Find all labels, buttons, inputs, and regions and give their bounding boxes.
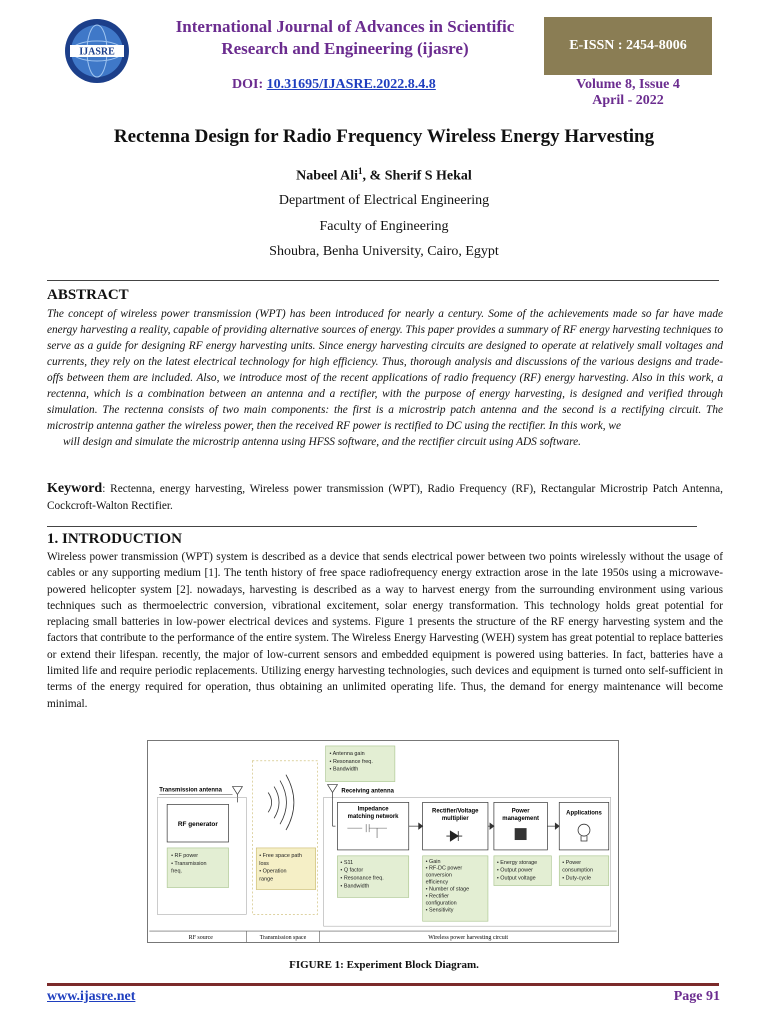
affiliation-faculty: Faculty of Engineering — [319, 219, 449, 234]
author-1: Nabeel Ali — [296, 168, 359, 184]
power-title-2: management — [502, 816, 539, 823]
rectifier-title-2: multiplier — [441, 816, 469, 823]
space-param-4: range — [259, 876, 274, 883]
power-param-1: • Energy storage — [496, 859, 538, 866]
page-number: Page 91 — [673, 989, 720, 1004]
space-param-3: • Operation — [259, 868, 287, 875]
app-param-2: consumption — [562, 867, 594, 874]
author-2: Sherif S Hekal — [384, 168, 472, 184]
volume-issue — [544, 77, 712, 109]
matching-param-4: • Bandwidth — [340, 883, 370, 890]
keyword-label: Keyword — [47, 481, 103, 496]
keyword-text: : Rectenna, energy harvesting, Wireless power transmission (WPT), Radio Frequency (RF), Rectangular Microstrip Patch Antenna, Cockcroft-Walton Rectifier. — [47, 483, 723, 512]
app-param-3: • Duty-cycle — [562, 875, 592, 882]
journal-title — [140, 16, 550, 60]
antenna-param-2: • Resonance freq. — [329, 758, 373, 765]
abstract-heading: ABSTRACT — [47, 287, 129, 303]
block-diagram-figure — [147, 740, 619, 943]
rx-antenna-label: Receiving antenna — [341, 788, 394, 795]
doi-label: DOI: — [232, 77, 264, 92]
rf-generator-label: RF generator — [177, 821, 218, 829]
matching-param-3: • Resonance freq. — [340, 875, 384, 882]
rectifier-param-2: • RF-DC power — [425, 865, 463, 872]
tx-antenna-label: Transmission antenna — [159, 787, 222, 794]
abstract-text-last: will design and simulate the microstrip antenna using HFSS software, and the rectifier circuit using ADS software. — [63, 436, 581, 448]
rectifier-param-8: • Sensitivity — [425, 907, 454, 914]
rx-antenna-icon — [328, 785, 338, 801]
rf-source-param-3: freq. — [171, 868, 182, 875]
author-1-affiliation-mark: 1 — [358, 166, 363, 176]
paper-title: Rectenna Design for Radio Frequency Wireless Energy Harvesting — [113, 126, 655, 147]
affiliation-university: Shoubra, Benha University, Cairo, Egypt — [269, 244, 499, 259]
rf-source-param-2: • Transmission — [171, 860, 207, 867]
footer-website-link[interactable]: www.ijasre.net — [47, 989, 136, 1004]
abstract-body — [47, 306, 723, 450]
antenna-param-3: • Bandwidth — [329, 766, 359, 773]
abstract-text: The concept of wireless power transmission (WPT) has been introduced for nearly a century. Some of the achievements made so far have made energy harvesting a reality, capable of providing alternative sources of energy. This paper provides a summary of RF energy harvesting techniques to serve as a guide for designing RF energy harvesting units. Since energy harvesting circuits are designed to operate at relatively small voltages and currents, they rely on the latest electrical technology for high efficiency. Thus, thorough analysis and discussions of the various designs and trade-offs between them are included. Also, we introduce most of the recent applications of radio frequency (RF) energy harvesting. Also in this work, a rectenna, which is a combination between an antenna and a rectifier, with the purpose of energy harvesting, is designed and verified through simulation. The rectenna consists of two main components: the first is a microstrip patch antenna and the second is a rectifying circuit. The microstrip antenna gather the wireless power, then the received RF power is rectified to DC using the rectifier. In this work, we — [47, 308, 723, 432]
keyword-block — [47, 480, 723, 515]
power-title-1: Power — [511, 808, 530, 815]
power-param-3: • Output voltage — [496, 875, 536, 882]
space-param-1: • Free space path — [259, 852, 302, 859]
footer-divider — [47, 983, 719, 986]
legend-rf-source: RF source — [188, 935, 213, 942]
legend-transmission-space: Transmission space — [259, 935, 307, 942]
app-param-1: • Power — [562, 859, 582, 866]
matching-param-1: • S11 — [340, 859, 354, 866]
space-param-2: loss — [259, 860, 269, 867]
introduction-body: Wireless power transmission (WPT) system is described as a device that sends electrical power between two points wirelessly without the usage of cables or any supporting medium [1]. The tenth history of free space radiofrequency energy extraction arose in the late 1950s using a microwave-powered helicopter system [2]. nowadays, harvesting is described as a way to harvest energy from the surrounding environment using various techniques such as thermoelectric conversion, vibrational excitement, solar energy transformation. This technology holds great potential for replacing small batteries in low-power electrical devices and systems. Figure 1 presents the structure of the RF energy harvesting system and the factors that contribute to the performance of the entire system. The Wireless Energy Harvesting (WEH) system has great potential to replace batteries or extend their lifespan. recently, the major of low-current sensors and embedded equipment is powered using batteries. In fact, batteries have a limited life and require periodic replacements. Utilizing energy harvesting technologies, such devices and equipment is turned onto self-sufficient in terms of the energy required for operation, thus obtaining an unlimited operating life. Thus, the demand for energy maintenance will become minimal. — [47, 551, 723, 710]
divider-top — [47, 280, 719, 281]
legend-harvesting-circuit: Wireless power harvesting circuit — [428, 935, 509, 942]
authors — [0, 166, 768, 185]
journal-title-line2: Research and Engineering (ijasre) — [221, 39, 469, 58]
rectifier-param-7: configuration — [425, 900, 457, 907]
power-params-list — [497, 860, 537, 882]
rectifier-title-1: Rectifier/Voltage — [432, 808, 479, 815]
issn-badge — [544, 17, 712, 75]
rf-source-param-1: • RF power — [171, 852, 199, 859]
transmission-space-panel — [252, 761, 317, 914]
journal-title-line1: International Journal of Advances in Scientific — [175, 17, 515, 36]
svg-text:IJASRE: IJASRE — [79, 46, 115, 58]
radio-waves-icon — [268, 775, 294, 830]
rectifier-param-4: efficiency — [425, 879, 449, 886]
power-param-2: • Output power — [496, 867, 533, 874]
impedance-title-2: matching network — [347, 814, 399, 821]
rectifier-param-5: • Number of stage — [425, 886, 470, 893]
rectifier-param-3: conversion — [425, 872, 452, 879]
doi-line — [232, 77, 436, 93]
affiliation-department: Department of Electrical Engineering — [278, 193, 490, 208]
figure-caption: FIGURE 1: Experiment Block Diagram. — [289, 959, 479, 971]
issn-text: E-ISSN : 2454-8006 — [569, 38, 687, 53]
divider-keyword — [47, 526, 697, 527]
tx-antenna-icon — [232, 787, 242, 803]
journal-logo — [64, 18, 130, 84]
antenna-param-1: • Antenna gain — [329, 750, 365, 757]
introduction-heading: 1. INTRODUCTION — [47, 531, 183, 547]
matching-param-2: • Q factor — [340, 867, 364, 874]
impedance-title-1: Impedance — [357, 806, 389, 813]
chip-icon — [515, 828, 527, 840]
rectifier-param-1: • Gain — [425, 858, 441, 865]
author-separator: , & — [362, 168, 385, 184]
issue-date: April - 2022 — [592, 93, 664, 108]
rectifier-param-6: • Rectifier — [425, 893, 449, 900]
doi-link[interactable]: 10.31695/IJASRE.2022.8.4.8 — [266, 77, 436, 92]
volume-text: Volume 8, Issue 4 — [576, 77, 680, 92]
applications-title: Applications — [566, 810, 602, 817]
